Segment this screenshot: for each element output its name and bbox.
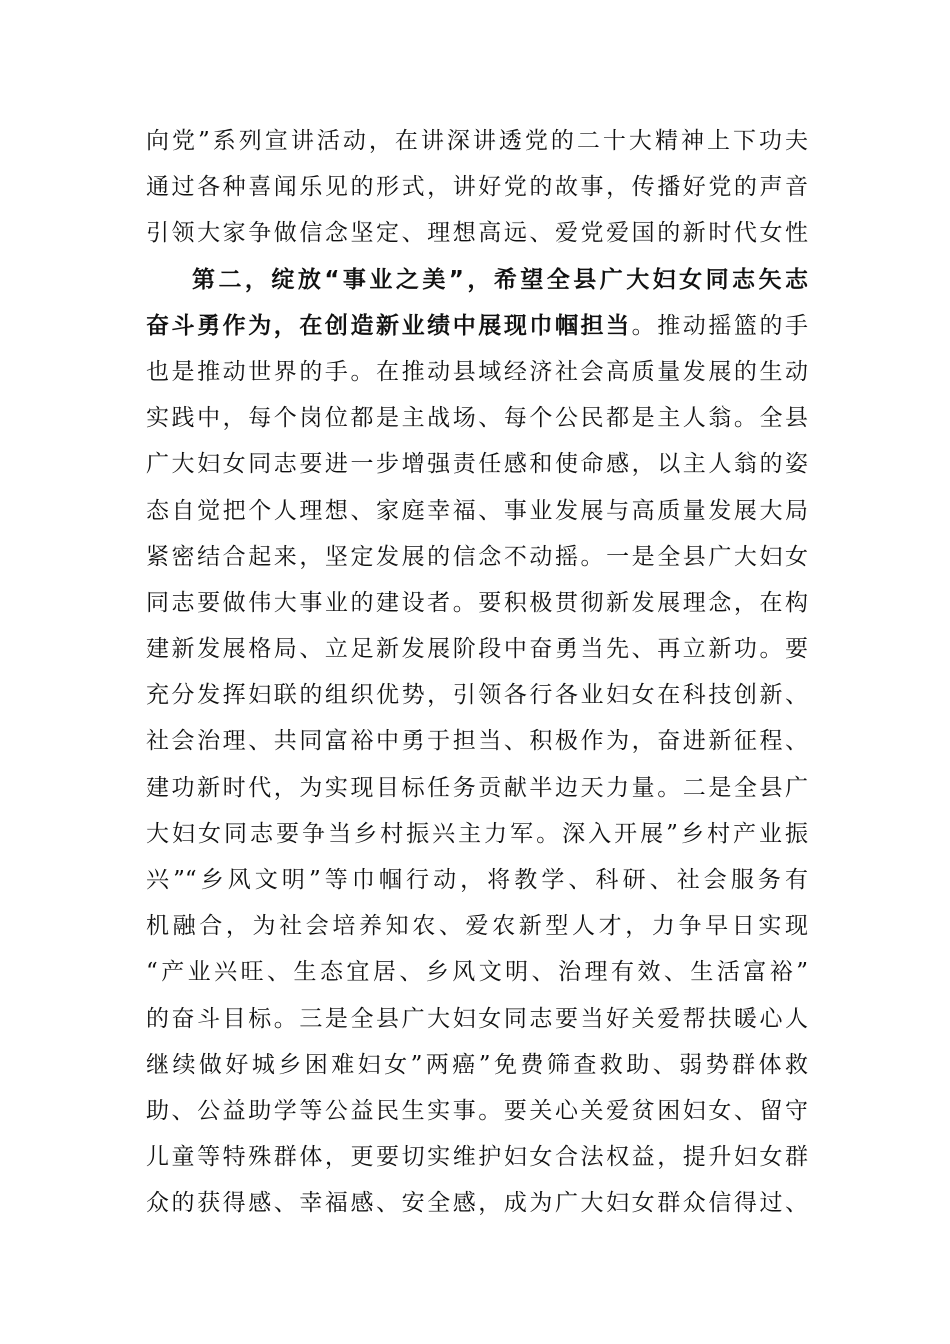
section-heading: 第二，绽放“事业之美”，希望全县广大妇女同志矢志 bbox=[192, 266, 808, 293]
text-line: 建功新时代，为实现目标任务贡献半边天力量。二是全县广 bbox=[146, 774, 808, 801]
text-line: 机融合，为社会培养知农、爱农新型人才，力争早日实现 bbox=[146, 913, 808, 940]
text-line: 也是推动世界的手。在推动县域经济社会高质量发展的生动 bbox=[146, 358, 808, 385]
text-line: 建新发展格局、立足新发展阶段中奋勇当先、再立新功。要 bbox=[146, 636, 808, 663]
text-line: 继续做好城乡困难妇女”两癌”免费筛查救助、弱势群体救 bbox=[146, 1051, 808, 1078]
text-line: 社会治理、共同富裕中勇于担当、积极作为，奋进新征程、 bbox=[146, 728, 808, 755]
text-line: 实践中，每个岗位都是主战场、每个公民都是主人翁。全县 bbox=[146, 405, 808, 432]
text-line: 向党”系列宣讲活动，在讲深讲透党的二十大精神上下功夫 bbox=[146, 128, 808, 154]
text-line: 引领大家争做信念坚定、理想高远、爱党爱国的新时代女性 bbox=[146, 220, 808, 247]
text-line: “产业兴旺、生态宜居、乡风文明、治理有效、生活富裕” bbox=[146, 959, 808, 986]
document-body bbox=[146, 118, 808, 1227]
text-line: 同志要做伟大事业的建设者。要积极贯彻新发展理念，在构 bbox=[146, 589, 808, 616]
text-line: 充分发挥妇联的组织优势，引领各行各业妇女在科技创新、 bbox=[146, 682, 808, 709]
text-line: 兴”“乡风文明”等巾帼行动，将教学、科研、社会服务有 bbox=[146, 867, 808, 893]
section-heading-line bbox=[146, 257, 808, 303]
text-line: 通过各种喜闻乐见的形式，讲好党的故事，传播好党的声音 bbox=[146, 174, 808, 201]
text-line: 紧密结合起来，坚定发展的信念不动摇。一是全县广大妇女 bbox=[146, 543, 808, 570]
text-line: 的奋斗目标。三是全县广大妇女同志要当好关爱帮扶暖心人 bbox=[146, 1005, 808, 1032]
text-line: 广大妇女同志要进一步增强责任感和使命感，以主人翁的姿 bbox=[146, 451, 808, 478]
text-line: 大妇女同志要争当乡村振兴主力军。深入开展”乡村产业振 bbox=[146, 820, 808, 847]
text-line: 众的获得感、幸福感、安全感，成为广大妇女群众信得过、 bbox=[146, 1190, 808, 1217]
section-heading-line: 奋斗勇作为，在创造新业绩中展现巾帼担当。推动摇篮的手 bbox=[146, 312, 809, 339]
section-heading-continued: 奋斗勇作为，在创造新业绩中展现巾帼担当 bbox=[146, 312, 632, 339]
text-line: 儿童等特殊群体，更要切实维护妇女合法权益，提升妇女群 bbox=[146, 1144, 808, 1171]
text-line: 态自觉把个人理想、家庭幸福、事业发展与高质量发展大局 bbox=[146, 497, 808, 524]
text-line: 助、公益助学等公益民生实事。要关心关爱贫困妇女、留守 bbox=[146, 1097, 808, 1124]
